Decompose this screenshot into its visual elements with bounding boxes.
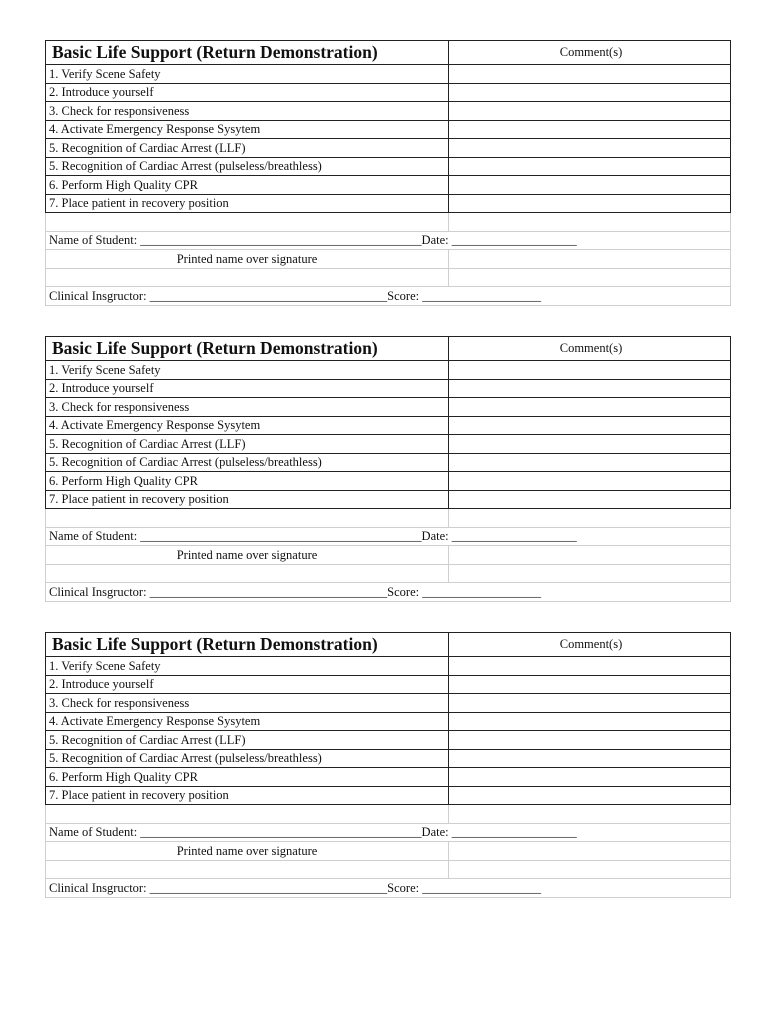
checklist-step: 2. Introduce yourself (46, 675, 449, 694)
spacer-row (46, 805, 731, 824)
checklist-row (46, 786, 731, 805)
student-row (46, 823, 731, 842)
checklist-step: 7. Place patient in recovery position (46, 490, 449, 509)
instructor-row (46, 287, 731, 306)
comments-column-header: Comment(s) (449, 633, 731, 657)
checklist-row (46, 139, 731, 158)
comment-cell[interactable] (449, 83, 731, 102)
checklist-row (46, 657, 731, 676)
instructor-score-line[interactable]: Clinical Insgructor: ______________________________________Score: ___________________ (46, 287, 731, 306)
checklist-step: 1. Verify Scene Safety (46, 657, 449, 676)
checklist-step: 3. Check for responsiveness (46, 398, 449, 417)
comment-cell[interactable] (449, 453, 731, 472)
comment-cell[interactable] (449, 139, 731, 158)
comment-cell[interactable] (449, 176, 731, 195)
student-name-date-line[interactable]: Name of Student: _____________________________________________Date: ____________________ (46, 823, 731, 842)
form-title: Basic Life Support (Return Demonstration) (46, 337, 449, 361)
signature-note: Printed name over signature (46, 250, 449, 269)
checklist-step: 1. Verify Scene Safety (46, 65, 449, 84)
signature-note-row (46, 250, 731, 269)
checklist-step: 4. Activate Emergency Response Sysytem (46, 120, 449, 139)
checklist-step: 6. Perform High Quality CPR (46, 176, 449, 195)
bls-evaluation-form (45, 632, 731, 898)
checklist-row (46, 712, 731, 731)
comment-cell[interactable] (449, 398, 731, 417)
comment-cell[interactable] (449, 361, 731, 380)
signature-note-row (46, 842, 731, 861)
checklist-row (46, 379, 731, 398)
signature-note: Printed name over signature (46, 546, 449, 565)
spacer-row (46, 564, 731, 583)
signature-note-row (46, 546, 731, 565)
form-header-row (46, 337, 731, 361)
student-row (46, 231, 731, 250)
checklist-step: 5. Recognition of Cardiac Arrest (LLF) (46, 139, 449, 158)
checklist-row (46, 83, 731, 102)
checklist-step: 3. Check for responsiveness (46, 694, 449, 713)
instructor-row (46, 583, 731, 602)
checklist-row (46, 490, 731, 509)
checklist-step: 4. Activate Emergency Response Sysytem (46, 416, 449, 435)
checklist-row (46, 398, 731, 417)
comments-column-header: Comment(s) (449, 337, 731, 361)
checklist-step: 2. Introduce yourself (46, 379, 449, 398)
signature-note: Printed name over signature (46, 842, 449, 861)
checklist-row (46, 176, 731, 195)
checklist-row (46, 453, 731, 472)
comment-cell[interactable] (449, 194, 731, 213)
form-title: Basic Life Support (Return Demonstration) (46, 41, 449, 65)
spacer-row (46, 509, 731, 528)
comment-cell[interactable] (449, 675, 731, 694)
checklist-step: 5. Recognition of Cardiac Arrest (pulseless/breathless) (46, 453, 449, 472)
checklist-row (46, 194, 731, 213)
checklist-row (46, 120, 731, 139)
comment-cell[interactable] (449, 157, 731, 176)
comment-cell[interactable] (449, 435, 731, 454)
bls-evaluation-form (45, 40, 731, 306)
checklist-step: 5. Recognition of Cardiac Arrest (LLF) (46, 435, 449, 454)
checklist-step: 7. Place patient in recovery position (46, 194, 449, 213)
spacer-row (46, 268, 731, 287)
student-name-date-line[interactable]: Name of Student: _____________________________________________Date: ____________________ (46, 527, 731, 546)
comment-cell[interactable] (449, 657, 731, 676)
checklist-step: 5. Recognition of Cardiac Arrest (pulseless/breathless) (46, 749, 449, 768)
checklist-row (46, 472, 731, 491)
checklist-row (46, 157, 731, 176)
checklist-step: 3. Check for responsiveness (46, 102, 449, 121)
comment-cell[interactable] (449, 731, 731, 750)
checklist-row (46, 731, 731, 750)
instructor-score-line[interactable]: Clinical Insgructor: ______________________________________Score: ___________________ (46, 583, 731, 602)
checklist-row (46, 65, 731, 84)
spacer-row (46, 860, 731, 879)
checklist-row (46, 361, 731, 380)
comment-cell[interactable] (449, 472, 731, 491)
comment-cell[interactable] (449, 786, 731, 805)
checklist-step: 4. Activate Emergency Response Sysytem (46, 712, 449, 731)
checklist-step: 2. Introduce yourself (46, 83, 449, 102)
checklist-row (46, 435, 731, 454)
checklist-step: 7. Place patient in recovery position (46, 786, 449, 805)
checklist-row (46, 102, 731, 121)
comment-cell[interactable] (449, 65, 731, 84)
spacer-row (46, 213, 731, 232)
form-title: Basic Life Support (Return Demonstration) (46, 633, 449, 657)
student-name-date-line[interactable]: Name of Student: _____________________________________________Date: ____________________ (46, 231, 731, 250)
checklist-row (46, 416, 731, 435)
student-row (46, 527, 731, 546)
form-header-row (46, 633, 731, 657)
instructor-row (46, 879, 731, 898)
comment-cell[interactable] (449, 768, 731, 787)
checklist-step: 6. Perform High Quality CPR (46, 472, 449, 491)
comment-cell[interactable] (449, 749, 731, 768)
instructor-score-line[interactable]: Clinical Insgructor: ______________________________________Score: ___________________ (46, 879, 731, 898)
bls-evaluation-form (45, 336, 731, 602)
comment-cell[interactable] (449, 102, 731, 121)
comment-cell[interactable] (449, 712, 731, 731)
comment-cell[interactable] (449, 379, 731, 398)
checklist-row (46, 749, 731, 768)
comment-cell[interactable] (449, 490, 731, 509)
comment-cell[interactable] (449, 416, 731, 435)
checklist-row (46, 675, 731, 694)
comment-cell[interactable] (449, 120, 731, 139)
comment-cell[interactable] (449, 694, 731, 713)
checklist-row (46, 694, 731, 713)
comments-column-header: Comment(s) (449, 41, 731, 65)
checklist-step: 1. Verify Scene Safety (46, 361, 449, 380)
checklist-step: 5. Recognition of Cardiac Arrest (pulseless/breathless) (46, 157, 449, 176)
checklist-row (46, 768, 731, 787)
checklist-step: 5. Recognition of Cardiac Arrest (LLF) (46, 731, 449, 750)
form-header-row (46, 41, 731, 65)
checklist-step: 6. Perform High Quality CPR (46, 768, 449, 787)
